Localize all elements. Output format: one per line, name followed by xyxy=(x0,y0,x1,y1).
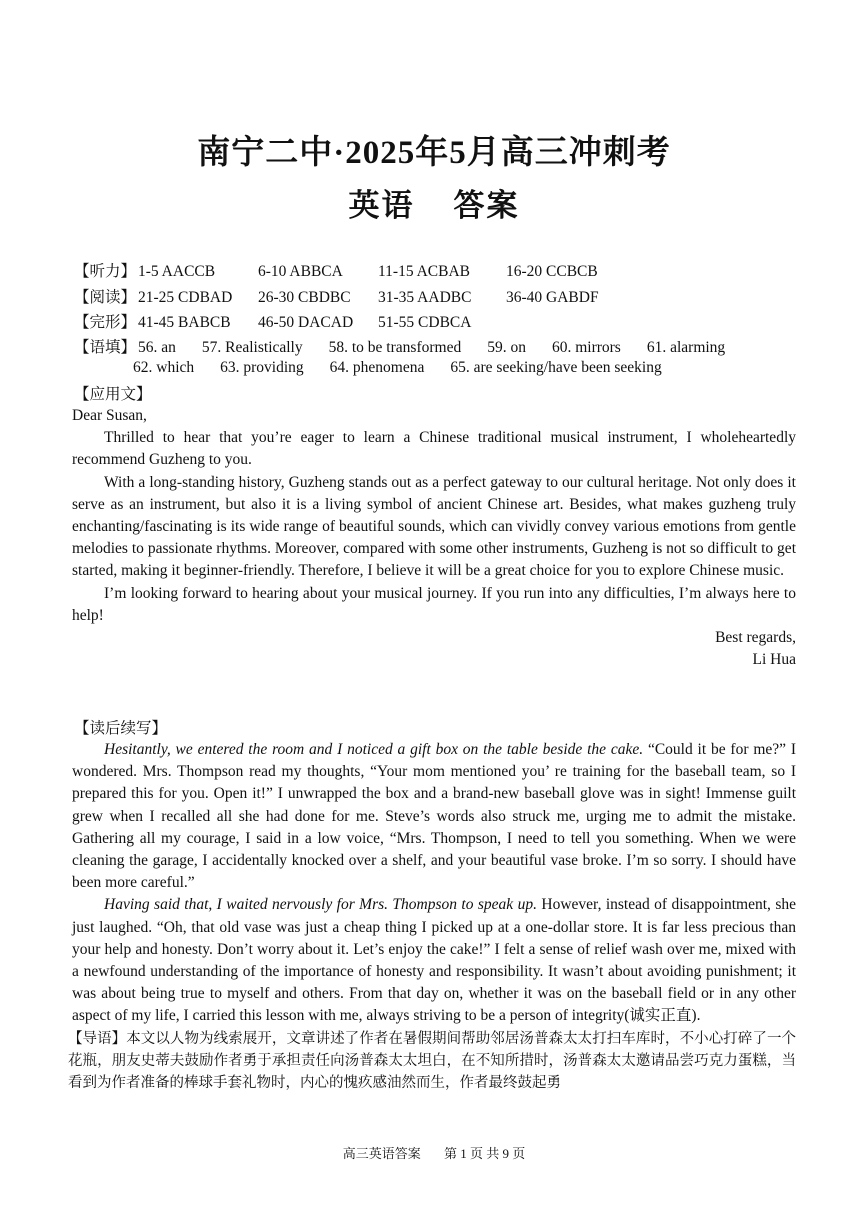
cloze-answers xyxy=(74,310,506,332)
footer-page-number: 第 1 页 共 9 页 xyxy=(444,1146,526,1161)
answer-group: 26-30 CBDBC xyxy=(258,289,351,306)
essay-text: However, instead of disappointment, she just laughed. “Oh, that old vase was just a cheap thing I picked up at a one-dollar store. It is far less precious than your help and honesty. Don’t worry about it. Let’s enjoy the cake!” I felt a sense of relief wash over me, mixed with a newfound understanding of the importance of honesty and responsibility. It wasn’t about avoiding punishment; it was about being true to myself and others. From that day on, whether it was on the baseball field or in any other aspect of my life, I carried this lesson with me, always striving to be a person of integrity(诚实正直). xyxy=(72,896,796,1025)
grammar-answer: 56. an xyxy=(138,339,176,356)
grammar-answer: 65. are seeking/have been seeking xyxy=(450,359,662,376)
essay-lead-sentence: Having said that, I waited nervously for Mrs. Thompson to speak up. xyxy=(104,896,537,914)
letter-paragraph: I’m looking forward to hearing about your musical journey. If you run into any difficulties, I’m always here to help! xyxy=(72,584,796,624)
letter-signature: Li Hua xyxy=(752,651,796,669)
grammar-answer: 60. mirrors xyxy=(551,339,621,356)
answer-group: 46-50 DACAD xyxy=(258,314,354,331)
continuation-label: 【读后续写】 xyxy=(74,720,168,737)
essay-paragraph xyxy=(72,894,796,1027)
answer-group: 16-20 CCBCB xyxy=(506,263,598,280)
footer-doc-name: 高三英语答案 xyxy=(342,1146,421,1161)
page-title: 南宁二中·2025年5月高三冲刺考 xyxy=(197,135,671,171)
listening-answers xyxy=(74,259,626,281)
letter-greeting: Dear Susan, xyxy=(72,407,147,424)
continuation-essay xyxy=(68,739,797,1094)
reading-answers xyxy=(74,285,626,307)
letter-closing: Best regards, xyxy=(715,629,796,647)
applied-writing-label: 【应用文】 xyxy=(74,386,152,403)
essay-lead-sentence: Hesitantly, we entered the room and I noticed a gift box on the table beside the cake. xyxy=(104,741,644,758)
letter-paragraph: Thrilled to hear that you’re eager to learn a Chinese traditional musical instrument, I wholeheartedly recommend Guzheng to you. xyxy=(72,429,796,469)
answer-group: 36-40 GABDF xyxy=(506,289,599,306)
answer-group: 6-10 ABBCA xyxy=(258,263,343,280)
grammar-answer: 58. to be transformed xyxy=(328,339,462,356)
guide-text: 本文以人物为线索展开，文章讲述了作者在暑假期间帮助邻居汤普森太太打扫车库时，不小心打碎了一个花瓶，朋友史蒂夫鼓励作者勇于承担责任向汤普森太太坦白，在不知所措时，汤普森太太邀请品尝巧克力蛋糕，当看到为作者准备的棒球手套礼物时，内心的愧疚感油然而生，作者最终鼓起勇 xyxy=(68,1030,797,1092)
grammar-answers-row1 xyxy=(74,335,751,357)
grammar-answer: 61. alarming xyxy=(646,339,726,356)
answer-group: 1-5 AACCB xyxy=(138,263,216,280)
answer-group: 31-35 AADBC xyxy=(378,289,472,306)
applied-writing-letter xyxy=(72,405,796,671)
essay-paragraph xyxy=(72,739,796,894)
guide-paragraph xyxy=(68,1028,796,1095)
grammar-label: 【语填】 xyxy=(74,339,137,356)
answer-group: 51-55 CDBCA xyxy=(378,314,472,331)
reading-label: 【阅读】 xyxy=(74,289,137,306)
cloze-label: 【完形】 xyxy=(74,314,137,331)
answer-group: 11-15 ACBAB xyxy=(378,263,471,280)
page-subtitle: 英语 答案 xyxy=(348,188,520,223)
essay-text: “Could it be for me?” I wondered. Mrs. Thompson read my thoughts, “Your mom mentioned you’ re training for the baseball team, so I prepared this for you. Open it!” I unwrapped the box and a brand-new baseball glove was in sight! Immense guilt grew when I recalled all she had done for me. Steve’s words also struck me, urging me to admit the mistake. Gathering all my courage, I said in a low voice, “Mrs. Thompson, I need to tell you something. When we were cleaning the garage, I accidentally knocked over a shelf, and your beautiful vase broke. I’m so sorry. I should have been more careful.” xyxy=(72,741,796,892)
grammar-answers-row2 xyxy=(133,359,688,377)
answer-group: 21-25 CDBAD xyxy=(138,289,233,306)
grammar-answer: 62. which xyxy=(133,359,195,376)
grammar-answer: 59. on xyxy=(487,339,526,356)
guide-label: 【导语】 xyxy=(68,1030,127,1047)
answer-group: 41-45 BABCB xyxy=(138,314,231,331)
grammar-answer: 64. phenomena xyxy=(329,359,425,376)
grammar-answer: 57. Realistically xyxy=(201,339,303,356)
grammar-answer: 63. providing xyxy=(220,359,304,376)
page-footer xyxy=(0,1143,868,1162)
letter-paragraph: With a long-standing history, Guzheng stands out as a perfect gateway to our cultural heritage. Not only does it serve as an instrument, but also it is a living symbol of ancient Chinese art. Besides, what makes guzheng truly enchanting/fascinating is its wide range of beautiful sounds, which can vividly convey various emotions from gentle melodies to passionate rhythms. Moreover, compared with some other instruments, Guzheng is not so difficult to get started, making it beginner-friendly. Therefore, I believe it will be a great choice for you to explore Chinese music. xyxy=(72,473,796,580)
listening-label: 【听力】 xyxy=(74,263,137,280)
